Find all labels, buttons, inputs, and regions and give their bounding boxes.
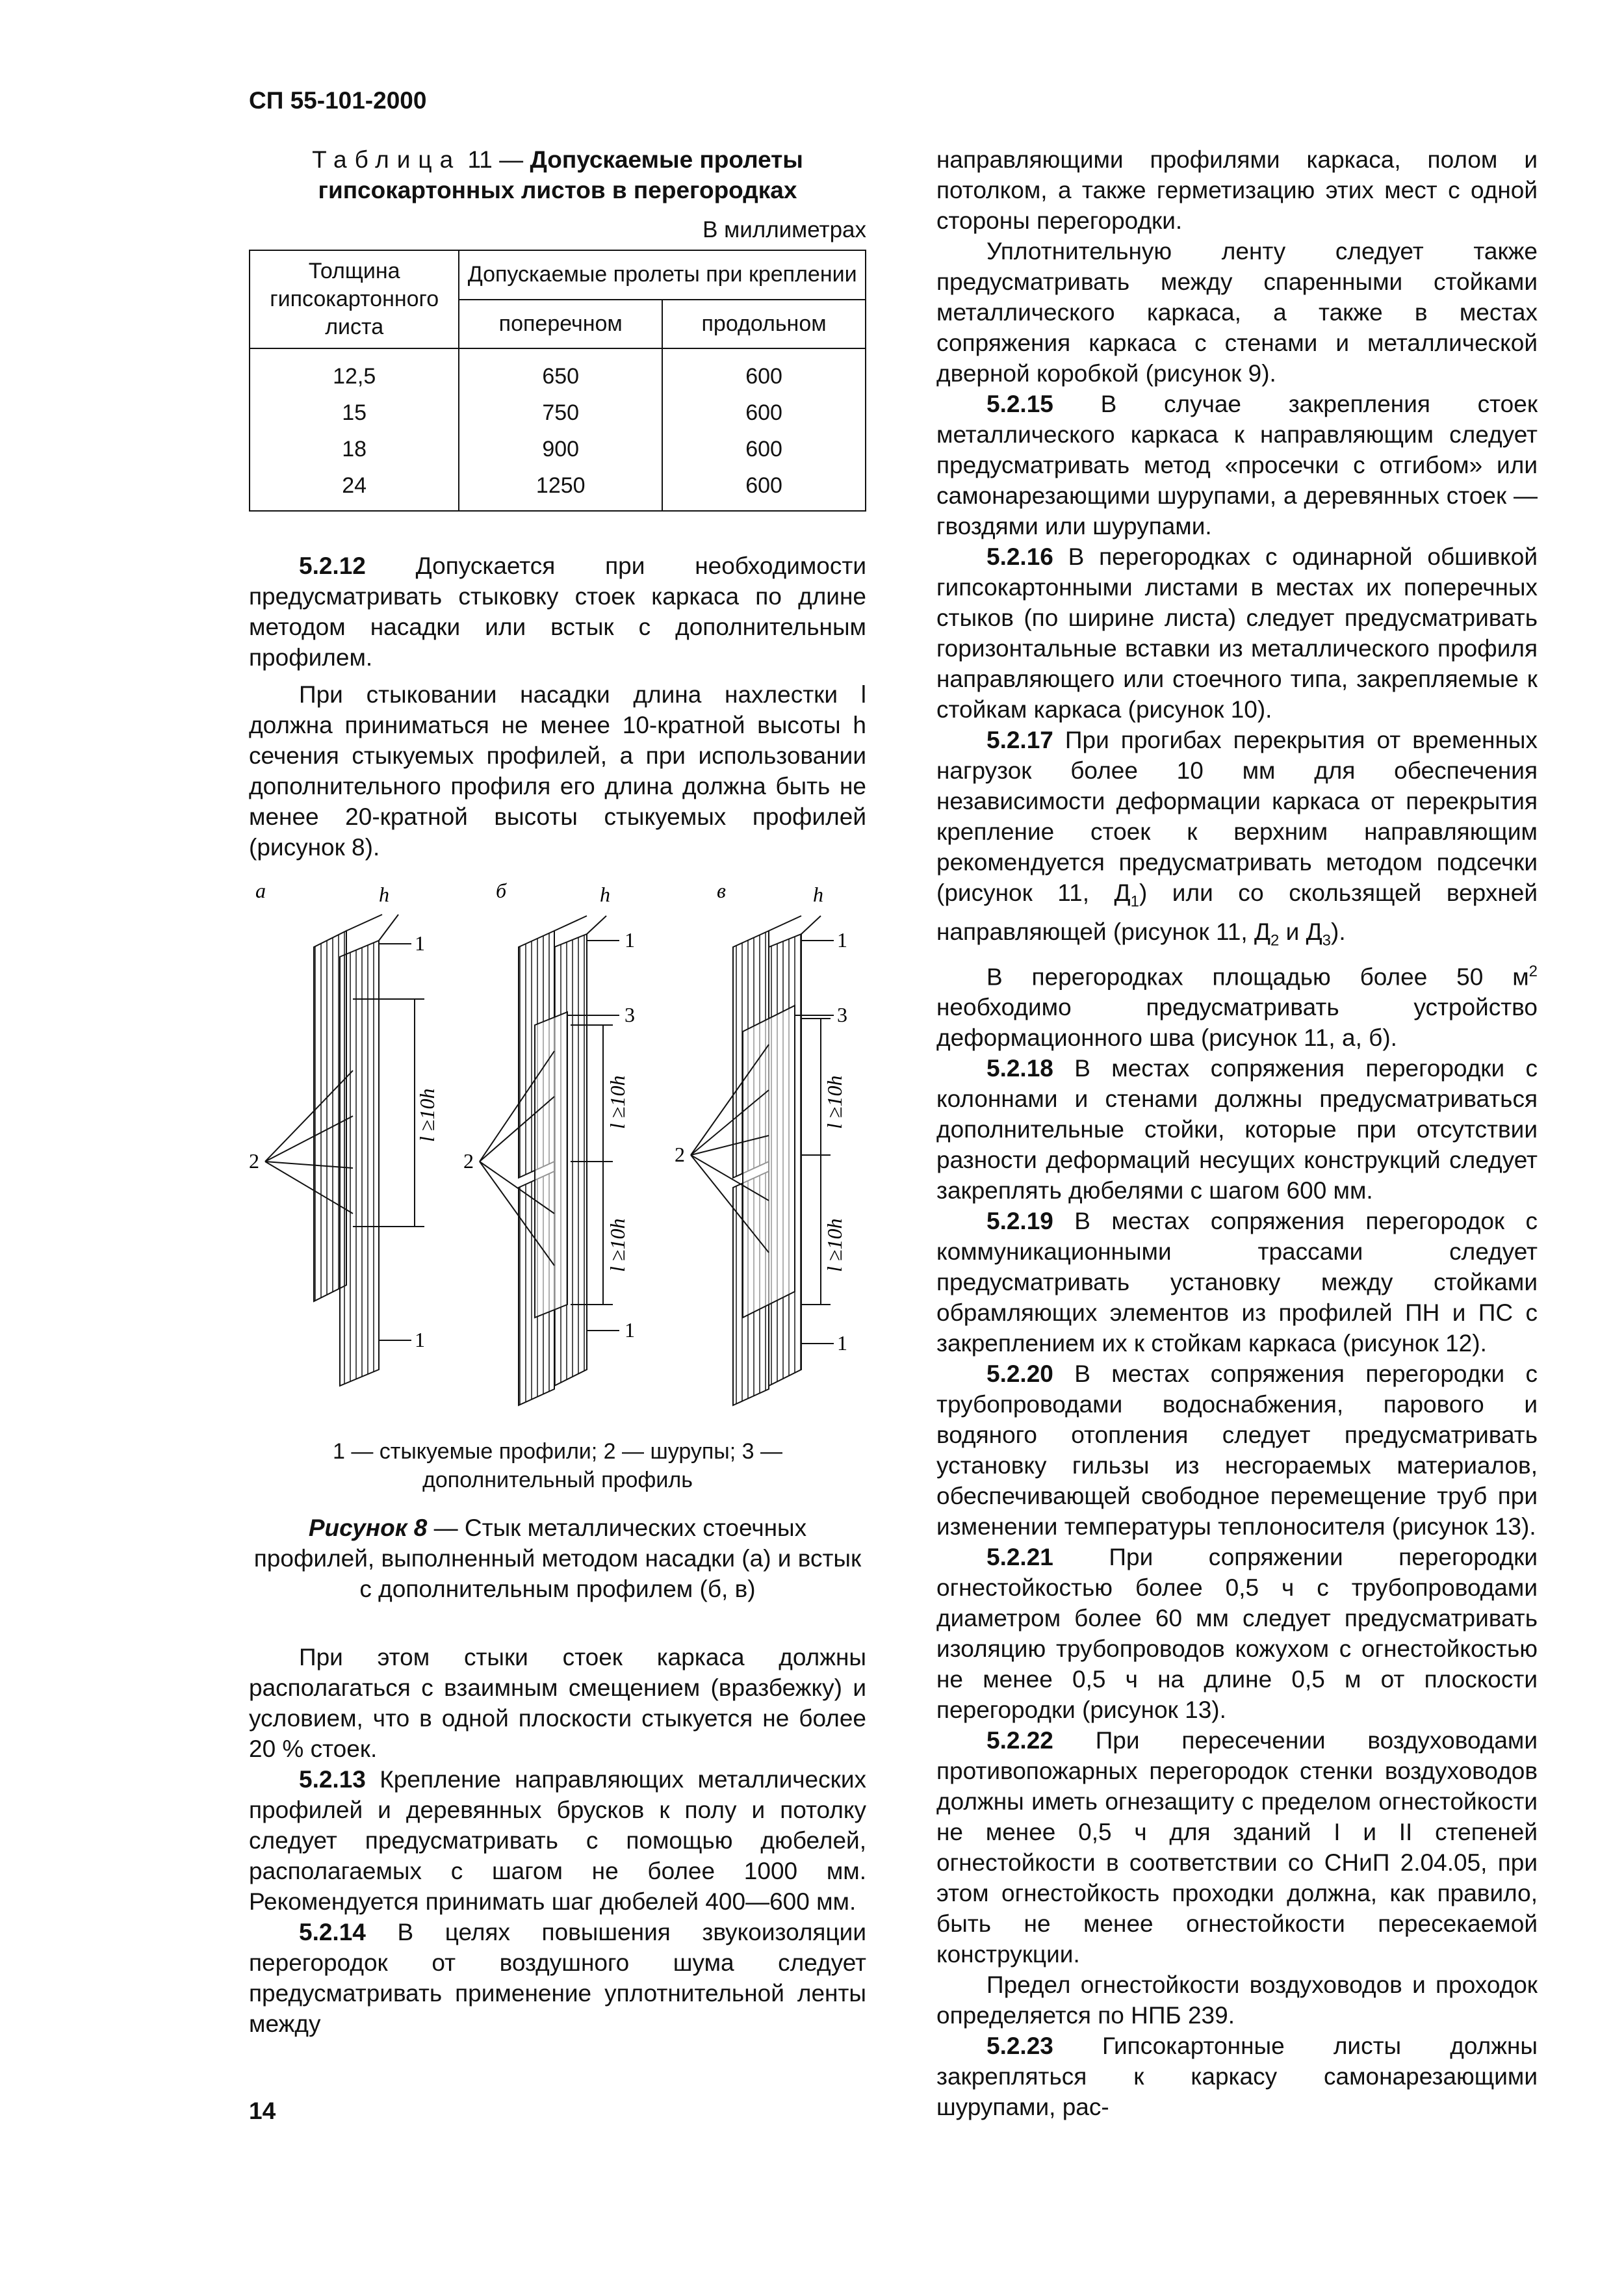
table-cell: 750 [459, 395, 662, 431]
dim-length-v-upper: l ≥10h [823, 1075, 846, 1129]
para-text: При этом стыки стоек каркаса должны располагаться с взаимным смещением (вразбежку) и условием, что в одной плоскости стыкуется не более 20 % стоек. [249, 1644, 866, 1762]
caption-text: — Стык металлических стоечных профилей, выполненный методом насадки (а) и встык с дополнительным профилем (б, в) [253, 1514, 862, 1602]
para-text: В случае закрепления стоек металлического каркаса к направляющим следует предусматривать метод «просечки с отгибом» или самонарезающими шурупами, а деревянных стоек — гвоздями или шурупами. [936, 391, 1538, 540]
table-title-text: Допускаемые пролеты гипсокартонных листов в перегородках [318, 146, 803, 203]
callout-1-top-v: 1 [837, 928, 847, 952]
para-text: Предел огнестойкости воздуховодов и проходок определяется по НПБ 239. [936, 1971, 1538, 2029]
para-subscript: 1 [1130, 892, 1139, 911]
para-text: В местах сопряжения перегородки с колоннами и стенами должны предусматриваться дополнительные стойки, которые при отсутствии разности деформаций несущих конструкций следует закреплять дюбелями с шагом 600 мм. [936, 1055, 1538, 1204]
para-stagger [249, 1642, 866, 1764]
table-row [250, 348, 866, 395]
view-v [675, 879, 847, 1405]
para-number: 5.2.16 [986, 543, 1053, 570]
callout-2-b: 2 [463, 1149, 474, 1173]
dim-h-a: h [379, 883, 389, 906]
table-title-dash: — [499, 146, 524, 173]
para-subscript: 2 [1270, 931, 1280, 950]
para-superscript: 2 [1528, 962, 1538, 980]
callout-1-top-b: 1 [625, 928, 635, 952]
callout-1-bottom-a: 1 [415, 1328, 425, 1351]
table-cell: 600 [662, 348, 866, 395]
figure-legend [249, 1437, 866, 1494]
para-number: 5.2.17 [986, 727, 1053, 753]
table-title-prefix: Таблица [312, 146, 461, 173]
table-cell: 900 [459, 431, 662, 467]
table-cell: 1250 [459, 467, 662, 511]
para-overlap [249, 679, 866, 863]
legend-line-2: дополнительный профиль [422, 1468, 693, 1492]
para-number: 5.2.13 [299, 1766, 366, 1793]
callout-1-bottom-v: 1 [837, 1331, 847, 1355]
para-text: направляющими профилями каркаса, полом и потолком, а также герметизацию этих мест с одной стороны перегородки. [936, 146, 1538, 234]
para-text: и Д [1279, 918, 1322, 946]
para-number: 5.2.14 [299, 1919, 366, 1945]
col-longitudinal-header: продольном [662, 300, 866, 349]
para-5-2-15 [936, 389, 1538, 541]
para-5-2-18 [936, 1053, 1538, 1206]
additional-profile-v [743, 1006, 795, 1318]
figure-8 [249, 876, 866, 1422]
para-5-2-14 [249, 1917, 866, 2039]
para-text: В перегородках с одинарной обшивкой гипсокартонными листами в местах их поперечных стыков (по ширине листа) следует предусматривать горизонтальные вставки из металлического профиля направляющего или стоечного типа, закрепляемые к стойкам каркаса (рисунок 10). [936, 543, 1538, 723]
table-cell: 600 [662, 431, 866, 467]
para-5-2-19 [936, 1206, 1538, 1358]
callout-3-b: 3 [625, 1003, 635, 1026]
para-number: 5.2.15 [986, 391, 1053, 417]
view-b [463, 879, 635, 1405]
para-5-2-17 [936, 725, 1538, 956]
para-number: 5.2.21 [986, 1544, 1053, 1571]
callout-2-v: 2 [675, 1143, 685, 1166]
para-text: При прогибах перекрытия от временных нагрузок более 10 мм для обеспечения независимости деформации каркаса от перекрытия крепление стоек к верхним направляющим рекомендуется предусматривать методом подсечки (рисунок 11, Д [936, 727, 1538, 906]
para-text: В местах сопряжения перегородок с коммуникационными трассами следует предусматривать установку между стойками обрамляющих элементов из профилей ПН и ПС с закреплением их к стойкам каркаса (рисунок 12). [936, 1208, 1538, 1357]
para-text: Допускается при необходимости предусматривать стыковку стоек каркаса по длине методом насадки или встык с дополнительным профилем. [249, 552, 866, 671]
table-cell: 650 [459, 348, 662, 395]
para-5-2-12 [249, 551, 866, 673]
view-label-v: в [717, 879, 726, 902]
table-cell: 600 [662, 467, 866, 511]
callout-3-v: 3 [837, 1003, 847, 1026]
table-title [249, 144, 866, 205]
table-cell: 12,5 [250, 348, 459, 395]
para-text: При стыковании насадки длина нахлестки l должна приниматься не менее 10-кратной высоты h сечения стыкуемых профилей, а при использовании дополнительного профиля его длина должна быть не менее 20-кратной высоты стыкуемых профилей (рисунок 8). [249, 681, 866, 861]
para-text: ). [1331, 918, 1346, 946]
profile-joint-drawing [249, 876, 866, 1422]
callout-1-bottom-b: 1 [625, 1318, 635, 1342]
para-5-2-21 [936, 1542, 1538, 1725]
para-number: 5.2.23 [986, 2033, 1053, 2060]
para-continued [936, 144, 1538, 236]
group-header: Допускаемые пролеты при креплении [459, 250, 866, 300]
callout-2-a: 2 [249, 1149, 259, 1173]
legend-line-1: 1 — стыкуемые профили; 2 — шурупы; 3 — [332, 1439, 782, 1464]
left-column [249, 144, 866, 2039]
profile-upper [340, 941, 379, 1386]
callout-1-top-a: 1 [415, 931, 425, 955]
para-number: 5.2.22 [986, 1727, 1053, 1754]
para-text: В перегородках площадью более 50 м [986, 963, 1529, 991]
para-text: Уплотнительную ленту следует также предусматривать между спаренными стойками металлического каркаса, а также в местах сопряжения каркаса с стенами и металлической дверной коробкой (рисунок 9). [936, 238, 1538, 387]
col-thickness-header: Толщина гипсокартонного листа [250, 250, 459, 348]
dim-length-b-lower: l ≥10h [606, 1218, 629, 1272]
para-5-2-22 [936, 1725, 1538, 1970]
page-number: 14 [249, 2098, 276, 2124]
dim-h-b: h [600, 883, 610, 906]
table-cell: 24 [250, 467, 459, 511]
para-text: В местах сопряжения перегородки с трубопроводами водоснабжения, парового и водяного отопления следует предусматривать установку гильзы из несгораемых материалов, обеспечивающей свободное перемещение труб при изменении температуры теплоносителя (рисунок 13). [936, 1360, 1538, 1540]
para-deformation-joint [936, 956, 1538, 1053]
para-text: Крепление направляющих металлических профилей и деревянных брусков к полу и потолку следует предусматривать с помощью дюбелей, располагаемых с шагом не более 1000 мм. Рекомендуется принимать шаг дюбелей 400—600 мм. [249, 1766, 866, 1915]
additional-profile-b [535, 1012, 567, 1318]
dim-h-v: h [813, 883, 823, 906]
document-header: СП 55-101-2000 [249, 87, 427, 114]
caption-label: Рисунок 8 [308, 1514, 428, 1541]
para-5-2-20 [936, 1358, 1538, 1542]
para-sealing-tape [936, 236, 1538, 389]
para-number: 5.2.20 [986, 1360, 1053, 1388]
para-text: В целях повышения звукоизоляции перегородок от воздушного шума следует предусматривать применение уплотнительной ленты между [249, 1919, 866, 2037]
para-text: необходимо предусматривать устройство деформационного шва (рисунок 11, а, б). [936, 994, 1538, 1052]
table-row [250, 467, 866, 511]
right-column [936, 144, 1538, 2122]
para-fire-limit [936, 1970, 1538, 2031]
figure-caption [249, 1513, 866, 1604]
para-5-2-23 [936, 2031, 1538, 2122]
para-text: Гипсокартонные листы должны закрепляться к каркасу самонарезающими шурупами, рас- [936, 2033, 1538, 2121]
para-number: 5.2.19 [986, 1208, 1053, 1235]
col-transverse-header: поперечном [459, 300, 662, 349]
dim-length-b-upper: l ≥10h [606, 1075, 629, 1129]
para-number: 5.2.18 [986, 1055, 1053, 1082]
para-subscript: 3 [1322, 931, 1332, 950]
table-units: В миллиметрах [702, 217, 866, 242]
dim-length-a: l ≥10h [415, 1088, 439, 1142]
spans-table [249, 250, 866, 512]
table-row [250, 431, 866, 467]
table-title-number: 11 [467, 146, 493, 173]
para-5-2-16 [936, 541, 1538, 725]
table-cell: 600 [662, 395, 866, 431]
para-text: При пересечении воздуховодами противопожарных перегородок стенки воздуховодов должны иметь огнезащиту с пределом огнестойкости не менее 0,5 ч для зданий I и II степеней огнестойкости в соответствии со СНиП 2.04.05, при этом огнестойкость проходки должна, как правило, быть не менее огнестойкости пересекаемой конструкции. [936, 1727, 1538, 1968]
view-label-b: б [496, 879, 507, 902]
view-a [249, 879, 439, 1386]
para-text: При сопряжении перегородки огнестойкостью более 0,5 ч с трубопроводами диаметром более 60 мм следует предусматривать изоляцию трубопроводов кожухом с огнестойкостью не менее 0,5 ч на длине 0,5 м от плоскости перегородки (рисунок 13). [936, 1544, 1538, 1724]
para-5-2-13 [249, 1764, 866, 1917]
table-row [250, 395, 866, 431]
dim-length-v-lower: l ≥10h [823, 1218, 846, 1272]
table-cell: 18 [250, 431, 459, 467]
view-label-a: а [255, 879, 266, 902]
para-number: 5.2.12 [299, 552, 366, 579]
table-cell: 15 [250, 395, 459, 431]
para-text: ) или со скользящей верхней направляющей (рисунок 11, Д [936, 879, 1538, 946]
